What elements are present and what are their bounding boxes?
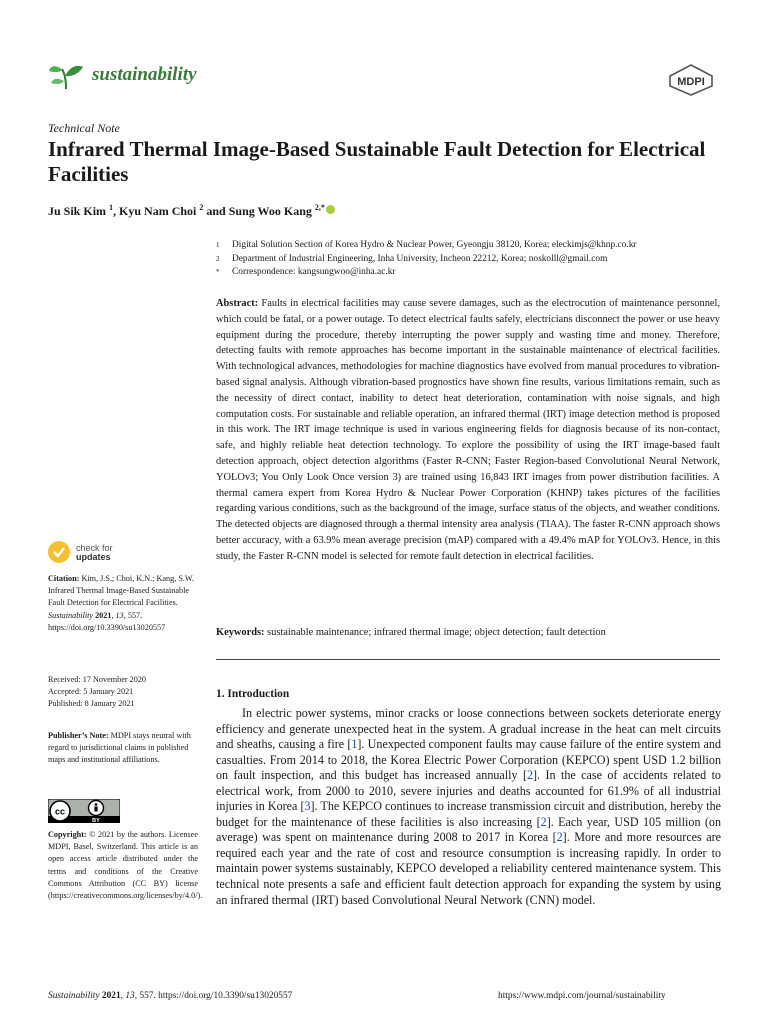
mdpi-logo-text: MDPI (677, 76, 705, 88)
intro-text: ]. The KEPCO continues to increase transmission circuit and distribution, hereby the budget for the maintenance of these facilities is also increasing [ (216, 799, 721, 829)
affiliations (216, 239, 726, 280)
introduction-paragraph (216, 706, 721, 908)
author-separator: , (113, 204, 120, 218)
intro-text: In electric power systems, minor cracks or loose connections between sockets deteriorate energy efficiency and generate unexpected heat in the system. A gradual increase in the heat can melt circuits and sheaths, causing a fire [ (216, 706, 721, 752)
article-title: Infrared Thermal Image-Based Sustainable Fault Detection for Electrical Facilities (48, 137, 706, 186)
section-heading: 1. Introduction (216, 688, 290, 700)
journal-logo-icon (48, 62, 84, 90)
svg-text:cc: cc (54, 806, 66, 817)
affiliation-marker: 1 (216, 241, 220, 249)
reference-link[interactable]: 2 (526, 768, 534, 783)
keywords (216, 627, 720, 638)
abstract-label: Abstract: (216, 298, 259, 309)
author-name[interactable]: Sung Woo Kang (228, 204, 312, 218)
author-affil-marker: 1 (109, 203, 114, 212)
reference-link[interactable]: 2 (540, 814, 547, 829)
footer-volume: , 13 (120, 991, 135, 1001)
publisher-note (48, 730, 198, 767)
footer-citation (48, 991, 292, 1001)
affiliation-text: Department of Industrial Engineering, Inha University, Incheon 22212, Korea; noskolll@gmail.com (232, 253, 608, 264)
published-date: Published: 8 January 2021 (48, 699, 135, 709)
citation-year: 2021 (93, 610, 112, 620)
publisher-note-label: Publisher’s Note: (48, 731, 109, 740)
citation-doi[interactable]: , 557. https://doi.org/10.3390/su13020557 (48, 610, 166, 632)
check-updates-icon (48, 541, 70, 563)
orcid-icon[interactable] (326, 205, 335, 214)
author-affil-marker: 2 (199, 203, 204, 212)
author-separator: and (203, 204, 229, 218)
correspondence-text: Correspondence: kangsungwoo@inha.ac.kr (232, 267, 396, 277)
footer-journal-url[interactable]: https://www.mdpi.com/journal/sustainability (498, 991, 666, 1001)
abstract (216, 296, 720, 565)
check-updates-line2: updates (76, 552, 111, 562)
citation-label: Citation: (48, 574, 80, 583)
keywords-text: sustainable maintenance; infrared thermal image; object detection; fault detection (264, 627, 606, 638)
affiliation-row (216, 239, 726, 253)
copyright-label: Copyright: (48, 830, 87, 839)
intro-text: ]. More and more resources are required each year and the rate of cost and resource consumption is increasing rapidly. In order to maintain power systems sustainably, KEPCO developed a reliability centered maintenance system. This technical note presents a safe and efficient fault detection approach for expanding the system by using an infrared thermal (IRT) based Convolutional Neural Network (CNN) model. (216, 830, 721, 907)
author-name[interactable]: Kyu Nam Choi (119, 204, 197, 218)
divider (216, 659, 720, 660)
intro-text: ]. Unexpected component faults may cause failure of the entire system and casualties. From 2014 to 2018, the Korea Electric Power Corporation (KEPCO) spent USD 1.2 billion on fault inspection, and this budget has increased annually [ (216, 737, 721, 783)
article-dates (48, 674, 198, 711)
article-type: Technical Note (48, 121, 120, 135)
publisher-note-text: MDPI stays neutral with regard to jurisdictional claims in published maps and institutional affiliations. (48, 731, 191, 765)
reference-link[interactable]: 1 (351, 737, 358, 752)
footer-journal: Sustainability (48, 991, 100, 1001)
author-affil-marker: 2,* (314, 203, 325, 212)
copyright-text: © 2021 by the authors. Licensee MDPI, Basel, Switzerland. This article is an open access article distributed under the terms and conditions of the Creative Commons Attribution (CC BY) license (https://creativecommons.org/licenses/by/4.0/). (48, 830, 203, 901)
affiliation-text: Digital Solution Section of Korea Hydro & Nuclear Power, Gyeongju 38120, Korea; eleckimjs@khnp.co.kr (232, 240, 637, 250)
affiliation-row (216, 253, 726, 267)
affiliation-row (216, 266, 726, 280)
cc-by-license-icon[interactable] (48, 799, 120, 823)
citation-volume: , 13 (111, 610, 124, 620)
citation-text: Kim, J.S.; Choi, K.N.; Kang, S.W. Infrared Thermal Image-Based Sustainable Fault Detection for Electrical Facilities. (48, 574, 194, 608)
intro-text: ]. In the case of accidents related to electrical work, from 2000 to 2010, severe injuries and deaths accounted for 61.9% of all industrial injuries in Korea [ (216, 768, 721, 814)
reference-link[interactable]: 3 (304, 799, 311, 814)
check-for-updates-button[interactable] (48, 541, 148, 565)
check-updates-line1: check for (76, 543, 113, 553)
affiliation-marker: 2 (216, 254, 220, 263)
author-list (48, 203, 335, 219)
footer-doi[interactable]: , 557. https://doi.org/10.3390/su13020557 (134, 991, 293, 1001)
mdpi-logo (668, 64, 714, 96)
author-name[interactable]: Ju Sik Kim (48, 204, 107, 218)
footer-year: 2021 (99, 991, 121, 1001)
reference-link[interactable]: 2 (556, 830, 563, 845)
keywords-label: Keywords: (216, 627, 265, 638)
cc-badge-text: BY (92, 818, 100, 823)
intro-text: ]. Each year, USD 105 million (on average) was spent on maintenance during 2008 to 2017 in Korea [ (216, 814, 721, 845)
received-date: Received: 17 November 2020 (48, 675, 146, 684)
copyright (48, 829, 203, 902)
journal-name: sustainability (92, 64, 197, 85)
citation (48, 573, 198, 634)
citation-journal: Sustainability (48, 610, 94, 620)
abstract-text: Faults in electrical facilities may cause severe damages, such as the electrocution of maintenance personnel, which could be fatal, or a power outage. To detect electrical faults safely, electricians disconnect the power or use heavy equipment during the procedure, thereby interrupting the power supply and wasting time and money. Therefore, detecting faults with remote approaches has become important in the sustainable maintenance of electrical facilities. With technological advances, methodologies for machine diagnostics have evolved from manual procedures to vibration-based signal analysis. Although vibration-based prognostics have shown fine results, various limitations remain, such as the necessity of direct contact, inability to detect heat deterioration, contamination with noise signals, and high computation costs. For sustainable and reliable operation, an infrared thermal (IRT) image detection method is proposed in this work. The IRT image technique is used in various engineering fields for diagnosis because of its non-contact, safe, and highly reliable heat detection technology. To explore the possibility of using the IRT image-based fault detection approach, object detection algorithms (Faster R-CNN; Faster Region-based Convolutional Neural Network, YOLOv3; You Only Look Once version 3) are trained using 16,843 IRT images from power distribution facilities. A thermal camera expert from Korea Hydro & Nuclear Power Corporation (KHNP) takes pictures of the facilities regarding various conditions, such as the background of the image, surface status of the objects, and weather conditions. The detected objects are diagnosed through a thermal intensity area analysis (TIAA). The faster R-CNN approach shows better accuracy, with a 63.9% mean average precision (mAP) compared with a 49.4% mAP for YOLOv3. Hence, in this study, the Faster R-CNN model is selected for remote fault detection in electrical facilities. (216, 298, 720, 562)
accepted-date: Accepted: 5 January 2021 (48, 687, 134, 697)
affiliation-marker: * (216, 268, 220, 276)
